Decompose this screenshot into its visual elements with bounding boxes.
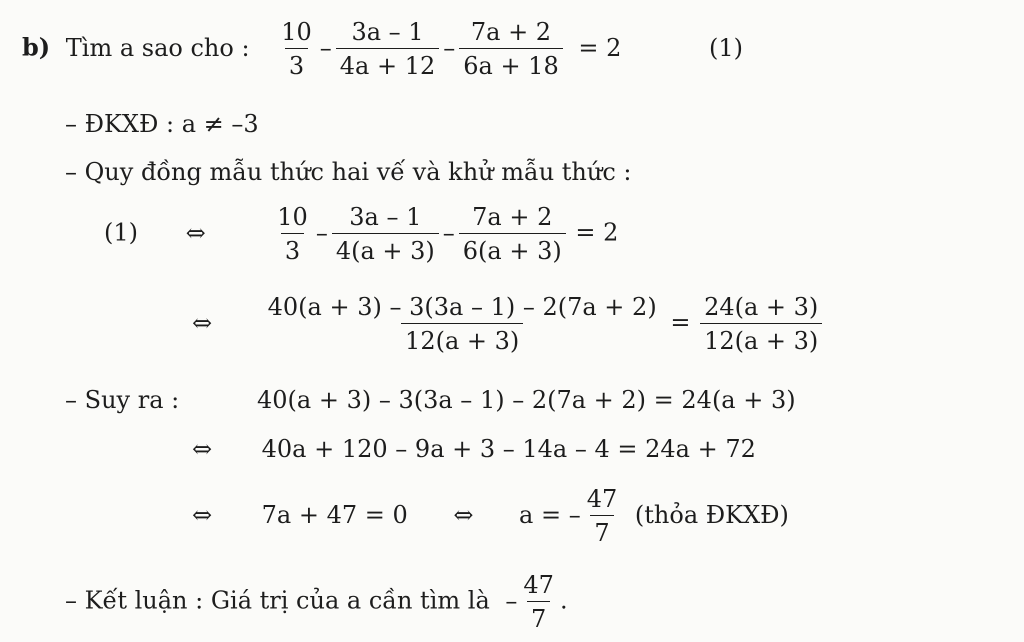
conclusion-line: – Kết luận : Giá trị của a cần tìm là – $\frac{47}{7}$ . (65, 571, 568, 633)
fraction: $\frac{7a + 2}{6(a + 3)}$ (459, 205, 566, 263)
equals-sign: = (670, 308, 691, 337)
equation-tag: (1) (709, 33, 744, 62)
equation-2: (1) ⇔ $\frac{10}{3}$ – $\frac{3a - 1}{4(a + 3)}$ – $\frac{7a + 2}{6(a + 3)}$ = 2 (104, 203, 619, 265)
deduce-line (65, 386, 796, 414)
rhs: = 2 (575, 218, 619, 247)
equation-6: ⇔ 7a + 47 = 0 ⇔ a = – $\frac{47}{7}$ (thỏa ĐKXĐ) (172, 487, 789, 545)
part-label: b) (22, 32, 51, 62)
equivalence-arrow: ⇔ (453, 500, 474, 529)
fraction: $\frac{3a - 1}{4(a + 3)}$ (332, 205, 439, 263)
equation-tag: (1) (104, 218, 138, 247)
equivalence-arrow: ⇔ (185, 218, 206, 247)
fraction: $\frac{10}{3}$ (277, 203, 308, 265)
step-line: – Quy đồng mẫu thức hai vế và khử mẫu thức : (65, 158, 632, 186)
equation-5: ⇔ 40a + 120 – 9a + 3 – 14a – 4 = 24a + 72 (172, 437, 756, 461)
task-text: Tìm a sao cho : (65, 33, 250, 62)
condition-note: (thỏa ĐKXĐ) (634, 500, 789, 529)
fraction: $\frac{47}{7}$ (523, 571, 554, 633)
fraction: $\frac{7a + 2}{6a + 18}$ (459, 20, 562, 78)
deduce-label: – Suy ra : (65, 386, 180, 414)
fraction: $\frac{24(a + 3)}{12(a + 3)}$ (700, 295, 822, 353)
fraction: $\frac{3a - 1}{4a + 12}$ (336, 20, 439, 78)
fraction: $\frac{47}{7}$ (586, 485, 618, 547)
fraction: $\frac{40(a + 3) - 3(3a - 1) - 2(7a + 2)}{12(a + 3)}$ (267, 293, 657, 355)
dkxd-line: – ĐKXĐ : a ≠ –3 (65, 110, 259, 138)
equivalence-arrow: ⇔ (191, 500, 213, 529)
equation-3 (172, 295, 824, 353)
problem-line (22, 20, 743, 78)
rhs: = 2 (578, 33, 622, 62)
equivalence-arrow: ⇔ (191, 435, 213, 463)
equation-1: $\frac{10}{3}$ – $\frac{3a - 1}{4a + 12}$ – $\frac{7a + 2}{6a + 18}$ = 2 (275, 34, 629, 62)
equation-4: 40(a + 3) – 3(3a – 1) – 2(7a + 2) = 24(a + 3) (257, 386, 796, 414)
fraction: $\frac{10}{3}$ (281, 18, 312, 80)
equivalence-arrow: ⇔ (191, 308, 213, 337)
